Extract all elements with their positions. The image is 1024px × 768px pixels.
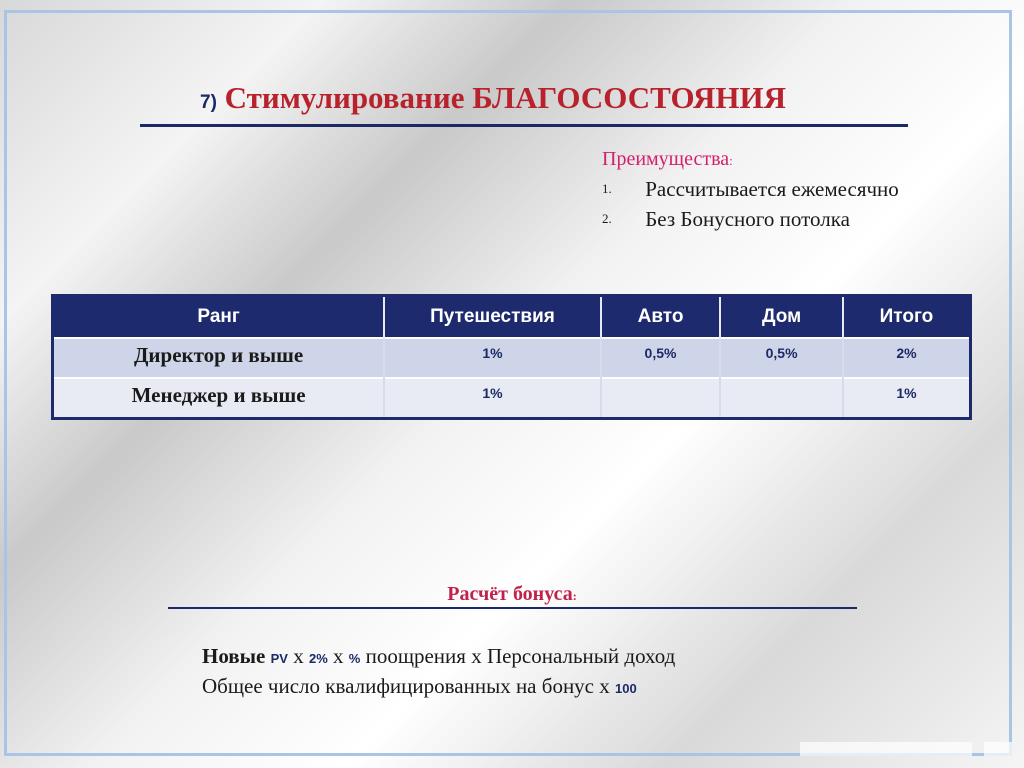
bonus-formula	[202, 644, 675, 704]
advantages-heading-text: Преимущества	[602, 148, 730, 170]
cell-house	[720, 378, 843, 418]
cell-rank: Менеджер и выше	[53, 378, 385, 418]
header-auto: Авто	[601, 296, 721, 339]
title-underline	[140, 124, 908, 127]
advantage-text: Без Бонусного потолка	[645, 207, 850, 231]
formula-denominator-text: Общее число квалифицированных на бонус х	[202, 674, 615, 698]
advantage-item	[602, 177, 899, 207]
header-house: Дом	[720, 296, 843, 339]
slide-title	[200, 80, 900, 116]
cell-travel: 1%	[384, 338, 601, 378]
calculation-heading	[0, 583, 1024, 606]
advantage-index: 1.	[602, 181, 612, 196]
advantages-list	[602, 177, 899, 237]
advantage-text: Рассчитывается ежемесячно	[645, 177, 899, 201]
formula-hundred: 100	[615, 681, 637, 696]
calculation-underline	[168, 607, 857, 609]
cell-total: 2%	[843, 338, 971, 378]
header-travel: Путешествия	[384, 296, 601, 339]
cell-auto	[601, 378, 721, 418]
table-row	[53, 338, 971, 378]
formula-times-1: х	[287, 644, 309, 668]
cell-travel: 1%	[384, 378, 601, 418]
formula-numerator	[202, 644, 675, 674]
table-row	[53, 378, 971, 418]
calculation-heading-text: Расчёт бонуса	[447, 583, 573, 605]
formula-percent-value: 2%	[308, 651, 328, 666]
advantages-heading	[602, 148, 733, 171]
cell-total: 1%	[843, 378, 971, 418]
formula-times-2: х	[327, 644, 349, 668]
formula-rest: поощрения х Персональный доход	[360, 644, 676, 668]
table-header-row	[53, 296, 971, 339]
formula-denominator	[202, 674, 675, 704]
decorative-shape	[984, 742, 1012, 756]
calculation-heading-colon: :	[572, 589, 577, 603]
decorative-shape	[800, 742, 972, 756]
cell-rank: Директор и выше	[53, 338, 385, 378]
formula-percent-sign: %	[348, 651, 361, 666]
advantages-heading-colon: :	[729, 153, 733, 168]
cell-house: 0,5%	[720, 338, 843, 378]
bonus-table	[51, 294, 972, 420]
formula-pv: PV	[270, 651, 288, 666]
formula-new: Новые	[202, 644, 266, 668]
title-number: 7)	[200, 92, 217, 113]
title-text: Стимулирование БЛАГОСОСТОЯНИЯ	[224, 80, 787, 115]
cell-auto: 0,5%	[601, 338, 721, 378]
header-rank: Ранг	[53, 296, 385, 339]
advantage-index: 2.	[602, 211, 612, 226]
advantage-item	[602, 207, 899, 237]
header-total: Итого	[843, 296, 971, 339]
